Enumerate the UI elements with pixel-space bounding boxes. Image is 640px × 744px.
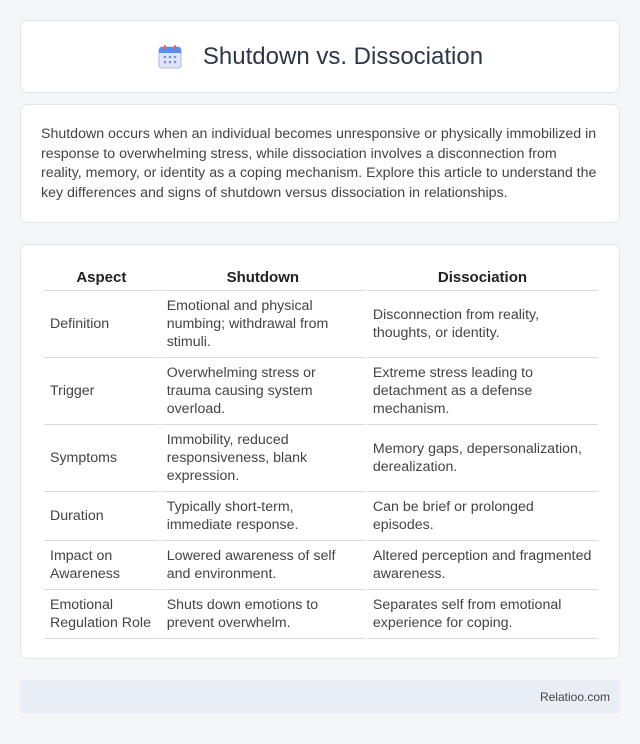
- table-row: [44, 425, 598, 492]
- shutdown-cell: Emotional and physical numbing; withdrawal from stimuli.: [161, 291, 365, 358]
- page-title: Shutdown vs. Dissociation: [202, 42, 484, 70]
- column-header-shutdown: Shutdown: [161, 265, 365, 291]
- column-header-aspect: Aspect: [44, 265, 159, 291]
- aspect-cell: Definition: [44, 291, 159, 358]
- dissociation-cell: Extreme stress leading to detachment as a defense mechanism.: [367, 358, 598, 425]
- dissociation-cell: Disconnection from reality, thoughts, or identity.: [367, 291, 598, 358]
- table-row: [44, 291, 598, 358]
- calendar-icon: [157, 44, 183, 70]
- dissociation-cell: Memory gaps, depersonalization, derealization.: [367, 425, 598, 492]
- footer-brand: Relatioo.com: [539, 689, 610, 704]
- header-card: [20, 20, 620, 93]
- dissociation-cell: Can be brief or prolonged episodes.: [367, 492, 598, 541]
- shutdown-cell: Typically short-term, immediate response.: [161, 492, 365, 541]
- footer: [20, 680, 620, 713]
- table-card: [20, 244, 620, 659]
- aspect-cell: Symptoms: [44, 425, 159, 492]
- column-header-dissociation: Dissociation: [367, 265, 598, 291]
- intro-card: [20, 104, 620, 223]
- aspect-cell: Trigger: [44, 358, 159, 425]
- table-row: [44, 358, 598, 425]
- intro-paragraph: Shutdown occurs when an individual becomes unresponsive or physically immobilized in response to overwhelming stress, while dissociation involves a disconnection from reality, memory, or identity as a coping mechanism. Explore this article to understand the key differences and signs of shutdown versus dissociation in relationships.: [41, 126, 597, 201]
- table-header-row: [44, 265, 598, 291]
- table-row: [44, 590, 598, 639]
- shutdown-cell: Immobility, reduced responsiveness, blank expression.: [161, 425, 365, 492]
- shutdown-cell: Shuts down emotions to prevent overwhelm.: [161, 590, 365, 639]
- comparison-table: [42, 265, 600, 639]
- table-row: [44, 541, 598, 590]
- aspect-cell: Emotional Regulation Role: [44, 590, 159, 639]
- header: [21, 21, 619, 92]
- aspect-cell: Impact on Awareness: [44, 541, 159, 590]
- aspect-cell: Duration: [44, 492, 159, 541]
- shutdown-cell: Lowered awareness of self and environment.: [161, 541, 365, 590]
- shutdown-cell: Overwhelming stress or trauma causing system overload.: [161, 358, 365, 425]
- dissociation-cell: Altered perception and fragmented awareness.: [367, 541, 598, 590]
- dissociation-cell: Separates self from emotional experience for coping.: [367, 590, 598, 639]
- table-row: [44, 492, 598, 541]
